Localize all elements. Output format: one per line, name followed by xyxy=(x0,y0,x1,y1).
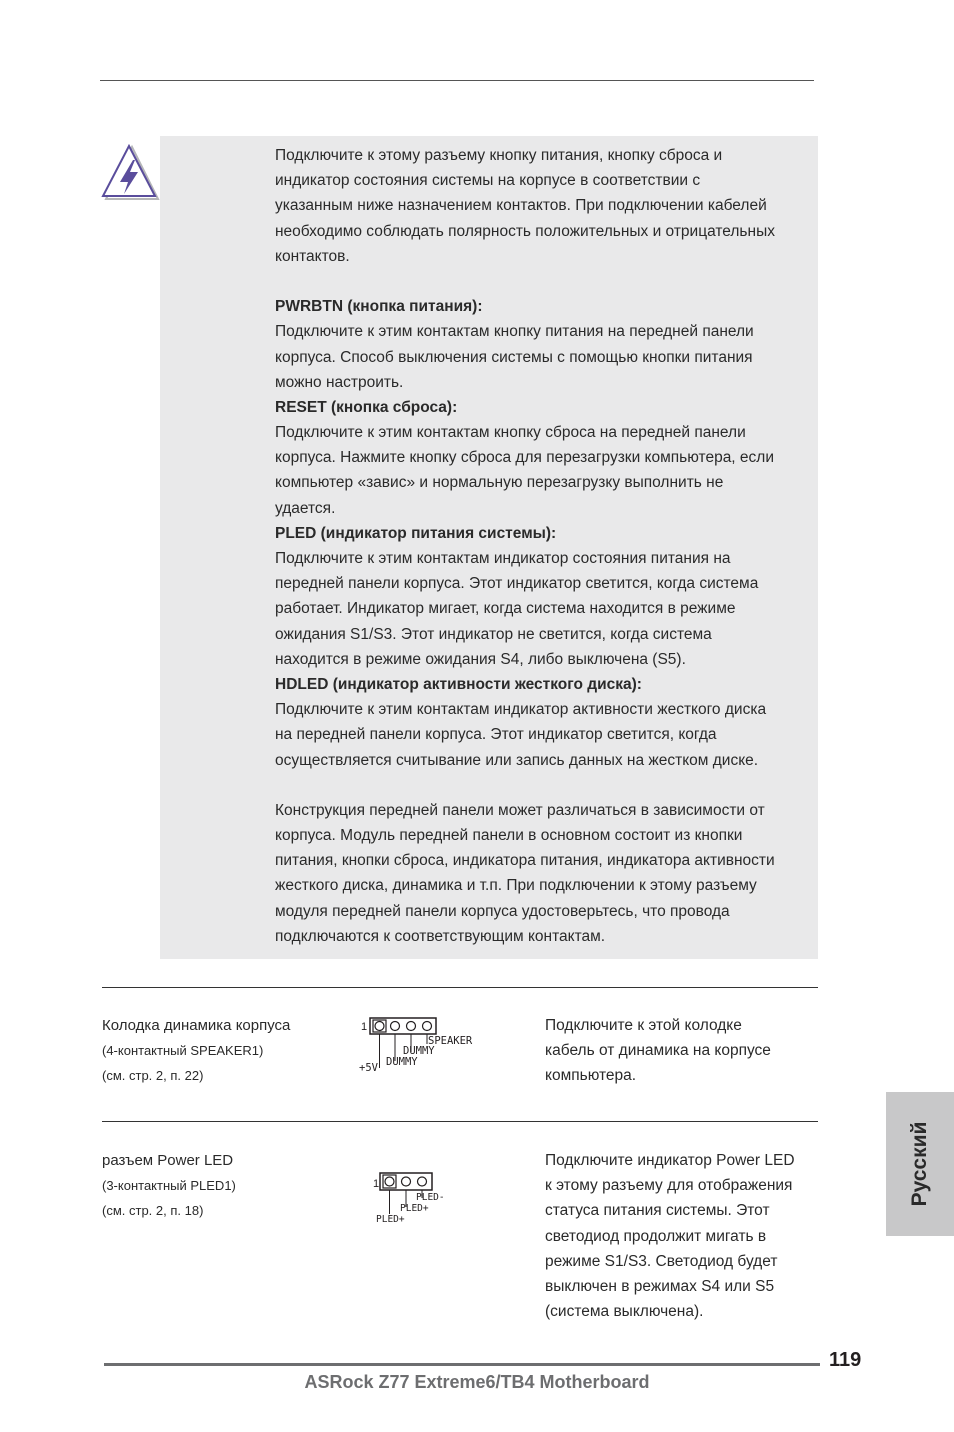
description-line: Подключите к этой колодке xyxy=(545,1017,742,1034)
description-line: кабель от динамика на корпусе xyxy=(545,1042,771,1060)
note-line: подключаются к соответствующим контактам. xyxy=(275,927,606,945)
note-line: корпуса. Модуль передней панели в основном состоит из кнопки xyxy=(275,827,743,845)
pled-header-diagram xyxy=(370,1170,460,1226)
note-heading: PLED (индикатор питания системы): xyxy=(275,524,557,542)
note-line: Подключите к этим контактам кнопку сброса на передней панели xyxy=(275,424,746,442)
description-line: статуса питания системы. Этот xyxy=(545,1202,770,1220)
blank-line xyxy=(275,773,823,798)
pled-pin-label-plus-1: PLED+ xyxy=(400,1203,429,1214)
warning-icon xyxy=(100,144,160,202)
note-line: удается. xyxy=(275,499,336,517)
speaker-pin-label-dummy-2: DUMMY xyxy=(386,1056,418,1068)
note-line: Подключите к этим контактам индикатор состояния питания на xyxy=(275,550,731,567)
speaker-pin-label-dummy-1: DUMMY xyxy=(403,1045,435,1057)
note-heading: PWRBTN (кнопка питания): xyxy=(275,298,483,316)
note-line: на передней панели корпуса. Этот индикатор светится, когда xyxy=(275,726,717,744)
note-line: находится в режиме ожидания S4, либо выключена (S5). xyxy=(275,650,686,668)
note-line: работает. Индикатор мигает, когда система находится в режиме xyxy=(275,600,736,618)
note-line: Подключите к этим контактам индикатор активности жесткого диска xyxy=(275,701,767,719)
divider-pled xyxy=(102,1121,818,1122)
note-line: указанным ниже назначением контактов. При подключении кабелей xyxy=(275,197,767,215)
description-line: выключен в режимах S4 или S5 xyxy=(545,1277,775,1295)
note-line: ожидания S1/S3. Этот индикатор не светится, когда система xyxy=(275,625,712,643)
speaker-description xyxy=(545,1013,825,1089)
speaker-pin-label-5v: +5V xyxy=(359,1062,378,1074)
note-line: индикатор состояния системы на корпусе в соответствии с xyxy=(275,172,701,190)
language-tab-label: Русский xyxy=(908,1121,931,1207)
note-line: осуществляется считывание или запись данных на жестком диске. xyxy=(275,751,759,769)
speaker-reference: (см. стр. 2, п. 22) xyxy=(102,1068,204,1083)
description-line: компьютера. xyxy=(545,1067,637,1085)
page-number: 119 xyxy=(829,1349,862,1371)
description-line: режиме S1/S3. Светодиод будет xyxy=(545,1252,778,1270)
note-line: корпуса. Нажмите кнопку сброса для перезагрузки компьютера, если xyxy=(275,449,774,467)
speaker-subtitle: (4-контактный SPEAKER1) xyxy=(102,1043,264,1058)
speaker-header-diagram xyxy=(356,1014,486,1074)
pled-title: разъем Power LED xyxy=(102,1152,234,1169)
pled-reference: (см. стр. 2, п. 18) xyxy=(102,1203,204,1218)
speaker-info xyxy=(102,1013,290,1088)
note-line: Подключите к этим контактам кнопку питания на передней панели xyxy=(275,323,754,341)
language-tab xyxy=(886,1092,954,1236)
note-text xyxy=(275,143,823,949)
note-line: корпуса. Способ выключения системы с помощью кнопки питания xyxy=(275,348,753,366)
speaker-pin-label-speaker: SPEAKER xyxy=(428,1035,473,1047)
note-line: Конструкция передней панели может различаться в зависимости от xyxy=(275,801,765,819)
note-line: Подключите к этому разъему кнопку питания, кнопку сброса и xyxy=(275,147,723,164)
note-line: жесткого диска, динамика и т.п. При подключении к этому разъему xyxy=(275,877,757,895)
pled-pin-label-minus: PLED- xyxy=(416,1192,445,1203)
pled-pin1-label: 1 xyxy=(373,1178,380,1190)
note-line: передней панели корпуса. Этот индикатор светится, когда система xyxy=(275,575,759,593)
pled-info xyxy=(102,1148,236,1223)
note-line: питания, кнопки сброса, индикатора питания, индикатора активности xyxy=(275,852,775,870)
pled-pin-label-plus-2: PLED+ xyxy=(376,1214,405,1225)
note-line: модуля передней панели корпуса удостоверьтесь, что провода xyxy=(275,902,730,920)
note-heading: RESET (кнопка сброса): xyxy=(275,398,458,416)
note-line: компьютер «завис» и нормальную перезагрузку выполнить не xyxy=(275,474,724,492)
description-line: Подключите индикатор Power LED xyxy=(545,1152,795,1169)
description-line: светодиод продолжит мигать в xyxy=(545,1227,767,1245)
note-line: можно настроить. xyxy=(275,373,404,391)
description-line: (система выключена). xyxy=(545,1303,704,1321)
pled-subtitle: (3-контактный PLED1) xyxy=(102,1178,236,1193)
description-line: к этому разъему для отображения xyxy=(545,1177,793,1195)
note-line: контактов. xyxy=(275,247,350,265)
footer-title: ASRock Z77 Extreme6/TB4 Motherboard xyxy=(304,1372,650,1392)
bottom-rule xyxy=(104,1363,820,1366)
top-rule xyxy=(100,80,814,81)
blank-line xyxy=(275,269,823,294)
pled-description xyxy=(545,1148,825,1324)
speaker-title: Колодка динамика корпуса xyxy=(102,1017,291,1034)
divider-speaker xyxy=(102,987,818,988)
speaker-pin1-label: 1 xyxy=(361,1021,368,1033)
note-heading: HDLED (индикатор активности жесткого диска): xyxy=(275,675,642,693)
note-line: необходимо соблюдать полярность положительных и отрицательных xyxy=(275,222,775,240)
